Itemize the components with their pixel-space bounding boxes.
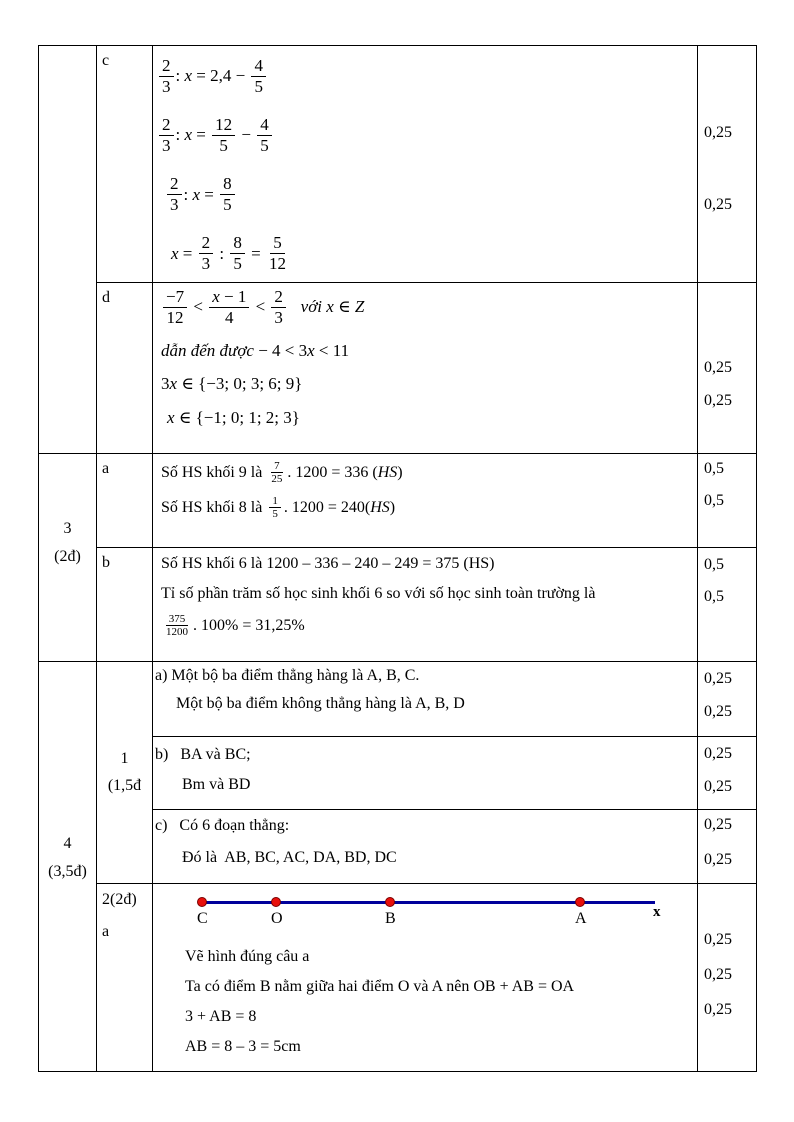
question-4-score: (3,5đ) — [48, 862, 87, 880]
points-value: 0,25 — [704, 778, 732, 795]
points-value: 0,25 — [704, 816, 732, 833]
text-line: Ta có điểm B nằm giữa hai điểm O và A nên OB + AB = OA — [185, 978, 575, 995]
points-value: 0,25 — [704, 745, 732, 762]
part-b-label: b — [102, 554, 110, 571]
text-line: Số HS khối 6 là 1200 – 336 – 240 – 249 = 375 (HS) — [161, 555, 495, 572]
question-3-number: 3 — [63, 519, 72, 537]
points-value: 0,5 — [704, 588, 724, 605]
fraction: $\frac{375}{1200}$ — [166, 613, 188, 639]
fraction: $\frac{8}{5}$ — [230, 233, 245, 274]
row-part-c — [97, 46, 756, 282]
row-q3b — [97, 547, 756, 661]
point-dot-A — [575, 897, 585, 907]
text-line: Một bộ ba điểm không thẳng hàng là A, B, D — [176, 695, 465, 712]
subquestion-1-score: (1,5đ — [107, 777, 142, 794]
points-value: 0,25 — [704, 359, 732, 376]
points-part-d — [698, 283, 756, 453]
subquestion-1-number: 1 — [120, 750, 129, 767]
question-4-body — [97, 662, 756, 1071]
part-a-label: a — [102, 460, 110, 477]
answer-key-table — [38, 45, 757, 1072]
subquestion-1 — [97, 662, 756, 883]
part-a-label-cell — [97, 454, 153, 547]
point-label-B: B — [385, 910, 396, 927]
text-line: c) Có 6 đoạn thẳng: — [155, 817, 290, 834]
points-value: 0,5 — [704, 556, 724, 573]
point-dot-C — [197, 897, 207, 907]
math-line: $\frac{2}{3}$ : x = 2,4 − $\frac{4}{5}$ — [157, 56, 697, 97]
points-q3a — [698, 454, 756, 547]
subquestion-2-label-cell — [97, 884, 153, 1071]
question-3-body — [97, 454, 756, 661]
part-b-label-cell — [97, 548, 153, 661]
fraction: $\frac{1}{5}$ — [269, 495, 281, 520]
fraction: $\frac{2}{3}$ — [199, 233, 214, 274]
points-q3b — [698, 548, 756, 661]
text-line: Vẽ hình đúng câu a — [185, 948, 310, 965]
number-line-figure — [153, 884, 698, 944]
subquestion-1-label-cell — [97, 662, 153, 883]
question-3-section — [39, 453, 756, 661]
subquestion-2 — [97, 883, 756, 1071]
points-value: 0,5 — [704, 460, 724, 477]
math-line: 3 x ∈ {−3; 0; 3; 6; 9} — [161, 374, 303, 394]
fraction: x − 1 4 — [209, 287, 249, 328]
points-value: 0,25 — [704, 1001, 732, 1018]
points-value: 0,25 — [704, 931, 732, 948]
points-value: 0,25 — [704, 851, 732, 868]
question-4-section — [39, 661, 756, 1071]
points-block-c — [698, 810, 756, 883]
question-2-section — [39, 46, 756, 453]
points-value: 0,25 — [704, 703, 732, 720]
question-4-number-cell — [39, 662, 97, 1071]
row-part-d — [97, 282, 756, 453]
axis-label-x: x — [653, 904, 661, 920]
points-part-c — [698, 46, 756, 282]
question-2-number-cell — [39, 46, 97, 453]
point-dot-B — [385, 897, 395, 907]
fraction: $\frac{2}{3}$ — [159, 115, 174, 156]
point-label-A: A — [575, 910, 587, 927]
part-c-label: c — [102, 52, 110, 69]
text-line: 3 + AB = 8 — [185, 1008, 257, 1025]
solution-block-c — [153, 810, 698, 883]
block-b — [153, 736, 756, 809]
block-c — [153, 809, 756, 883]
question-3-score: (2đ) — [54, 547, 81, 565]
part-c-label-cell — [97, 46, 153, 282]
solution-block-b — [153, 737, 698, 809]
fraction: $\frac{-7}{12}$ — [163, 287, 187, 328]
row-q3a — [97, 454, 756, 547]
fraction: $\frac{8}{5}$ — [220, 174, 235, 215]
part-d-label-cell — [97, 283, 153, 453]
points-value: 0,25 — [704, 966, 732, 983]
solution-subquestion-2 — [153, 884, 698, 1071]
subquestion-2-number: 2(2đ) — [102, 891, 137, 908]
fraction: $\frac{4}{5}$ — [251, 56, 266, 97]
point-label-C: C — [197, 910, 208, 927]
points-block-b — [698, 737, 756, 809]
fraction: $\frac{2}{3}$ — [159, 56, 174, 97]
fraction: $\frac{4}{5}$ — [257, 115, 272, 156]
part-d-label: d — [102, 289, 110, 306]
math-line: $\frac{-7}{12}$ < x − 1 4 < $\frac{2}{3}$ với x ∈ Z — [161, 287, 697, 328]
math-line: Số HS khối 9 là $\frac{7}{25}$ . 1200 = 336 ( HS ) — [161, 460, 403, 486]
point-label-O: O — [271, 910, 283, 927]
fraction: $\frac{2}{3}$ — [167, 174, 182, 215]
math-line: $\frac{2}{3}$ : x = $\frac{12}{5}$ − $\frac{4}{5}$ — [157, 115, 697, 156]
points-value: 0,25 — [704, 196, 732, 213]
solution-q3b — [153, 548, 698, 661]
text-line: a) Một bộ ba điểm thẳng hàng là A, B, C. — [155, 667, 420, 684]
subquestion-2-part-a: a — [102, 923, 110, 940]
fraction: $\frac{2}{3}$ — [271, 287, 286, 328]
solution-part-c — [153, 46, 698, 282]
point-dot-O — [271, 897, 281, 907]
points-value: 0,25 — [704, 124, 732, 141]
math-line: dẫn đến được − 4 < 3 x < 11 — [161, 341, 350, 361]
math-line: $\frac{375}{1200}$ . 100% = 31,25% — [166, 613, 305, 639]
points-subquestion-2 — [698, 884, 756, 1071]
solution-part-d — [153, 283, 698, 453]
question-3-number-cell — [39, 454, 97, 661]
math-line: x ∈ {−1; 0; 1; 2; 3} — [167, 407, 300, 427]
number-line — [200, 901, 655, 904]
question-4-number: 4 — [63, 834, 72, 852]
math-line: Số HS khối 8 là $\frac{1}{5}$ . 1200 = 240( HS ) — [161, 495, 396, 521]
points-value: 0,5 — [704, 492, 724, 509]
subquestion-1-blocks — [153, 662, 756, 883]
question-2-body — [97, 46, 756, 453]
fraction: $\frac{7}{25}$ — [271, 460, 283, 486]
text-line: Bm và BD — [182, 776, 251, 793]
solution-block-a — [153, 662, 698, 736]
text-line: Tỉ số phần trăm số học sinh khối 6 so với số học sinh toàn trường là — [161, 585, 596, 602]
text-line: AB = 8 – 3 = 5cm — [185, 1038, 301, 1055]
math-line: $\frac{2}{3}$ : x = $\frac{8}{5}$ — [165, 174, 697, 215]
points-block-a — [698, 662, 756, 736]
fraction: $\frac{5}{12}$ — [268, 233, 286, 274]
text-line: Đó là AB, BC, AC, DA, BD, DC — [182, 849, 397, 866]
block-a — [153, 662, 756, 736]
math-line: x = $\frac{2}{3}$ : $\frac{8}{5}$ = $\frac{5}{12}$ — [171, 233, 286, 274]
solution-q3a — [153, 454, 698, 547]
fraction: $\frac{12}{5}$ — [212, 115, 235, 156]
points-value: 0,25 — [704, 392, 732, 409]
points-value: 0,25 — [704, 670, 732, 687]
text-line: b) BA và BC; — [155, 746, 251, 763]
